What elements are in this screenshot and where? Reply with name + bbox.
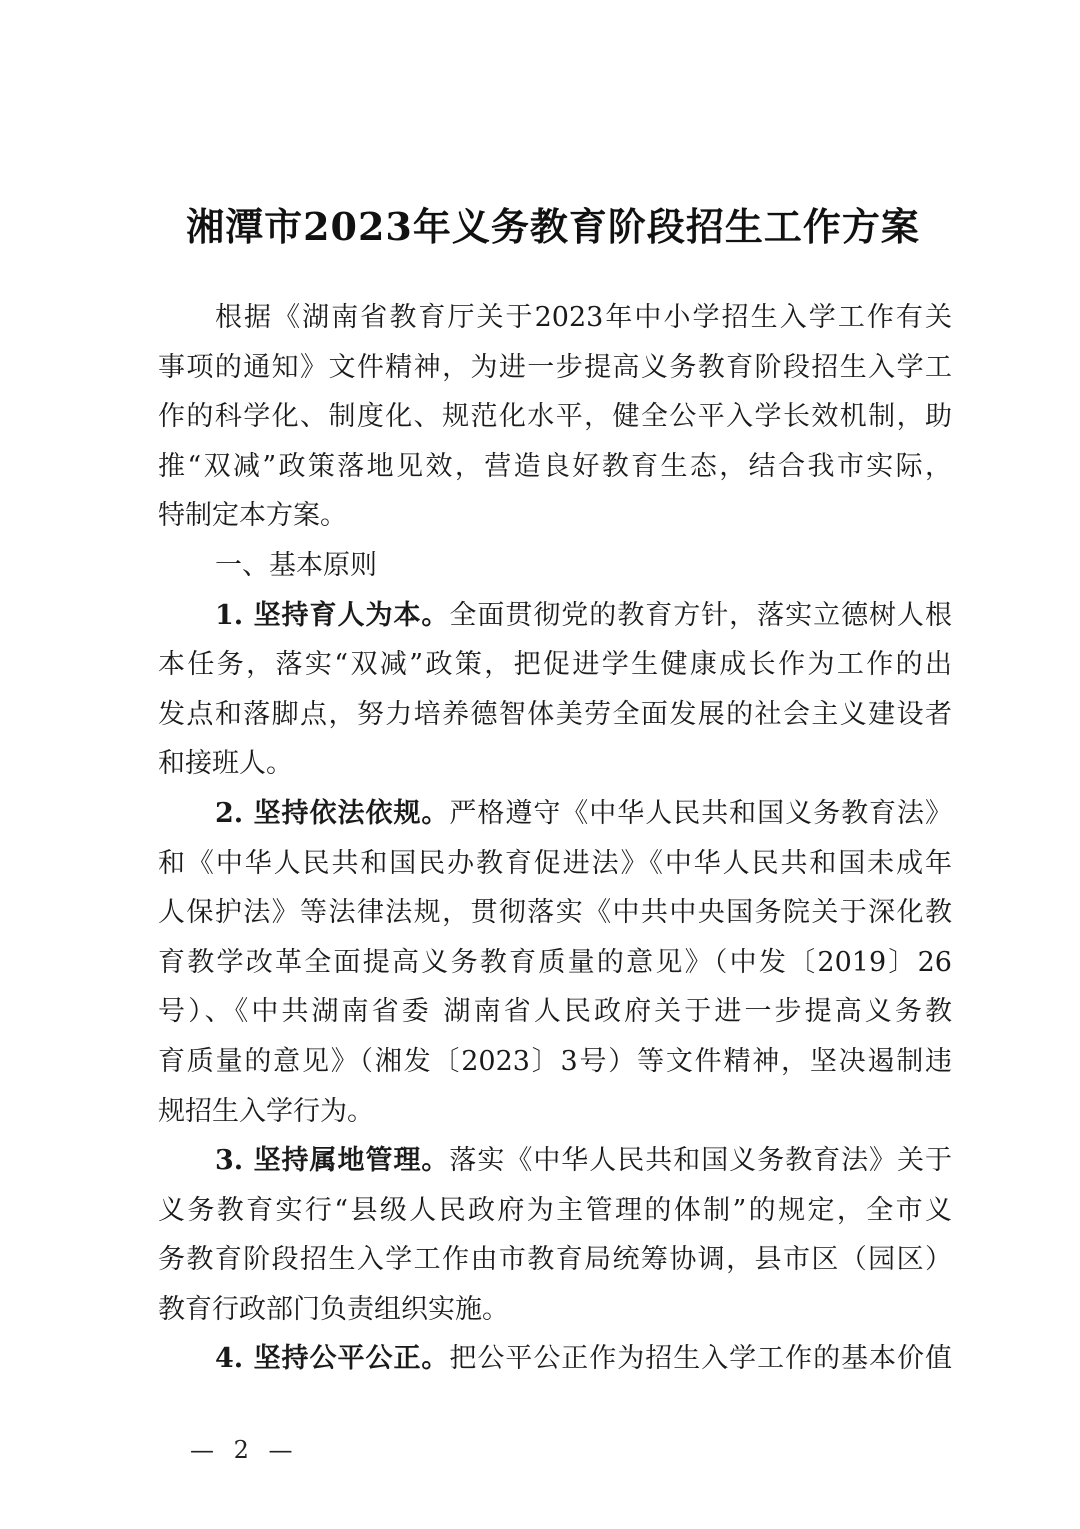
page-number: — 2 — — [190, 1436, 299, 1464]
text-line: 本任务，落实“双减”政策，把促进学生健康成长作为工作的出 — [158, 649, 952, 681]
paragraph — [158, 789, 952, 1136]
text-line: 2. 坚持依法依规。严格遵守《中华人民共和国义务教育法》 — [215, 797, 953, 829]
text-line: 号）、《中共湖南省委 湖南省人民政府关于进一步提高义务教 — [158, 996, 952, 1028]
paragraph — [158, 1136, 952, 1334]
paragraph — [158, 1334, 952, 1384]
text-line: 4. 坚持公平公正。把公平公正作为招生入学工作的基本价值 — [215, 1343, 953, 1375]
text-line: 3. 坚持属地管理。落实《中华人民共和国义务教育法》关于 — [215, 1145, 953, 1177]
text-line: 作的科学化、制度化、规范化水平，健全公平入学长效机制，助 — [158, 401, 952, 433]
text-line: 规招生入学行为。 — [158, 1095, 374, 1127]
text-line: 人保护法》等法律法规，贯彻落实《中共中央国务院关于深化教 — [158, 897, 952, 929]
text-line: 和接班人。 — [158, 748, 293, 780]
principle-lead: 3. 坚持属地管理。 — [215, 1145, 450, 1177]
text-line: 推“双减”政策落地见效，营造良好教育生态，结合我市实际， — [158, 450, 952, 482]
text-line: 根据《湖南省教育厅关于2023年中小学招生入学工作有关 — [215, 302, 952, 333]
principle-lead: 1. 坚持育人为本。 — [215, 599, 450, 631]
document-body — [158, 293, 952, 1384]
paragraph — [158, 293, 952, 541]
text-line: 教育行政部门负责组织实施。 — [158, 1293, 509, 1325]
text-line: 特制定本方案。 — [158, 500, 347, 532]
heading-text: 一、基本原则 — [215, 549, 377, 581]
paragraph — [158, 591, 952, 789]
text-line: 育质量的意见》（湘发〔2023〕3号）等文件精神，坚决遏制违 — [158, 1045, 952, 1077]
text-line: 务教育阶段招生入学工作由市教育局统筹协调，县市区（园区） — [158, 1244, 952, 1276]
text-line: 发点和落脚点，努力培养德智体美劳全面发展的社会主义建设者 — [158, 698, 952, 730]
section-heading — [158, 541, 952, 591]
document-title: 湘潭市2023年义务教育阶段招生工作方案 — [186, 204, 920, 249]
text-line: 育教学改革全面提高义务教育质量的意见》（中发〔2019〕26 — [158, 946, 952, 978]
text-line: 和《中华人民共和国民办教育促进法》《中华人民共和国未成年 — [158, 847, 952, 879]
text-line: 事项的通知》文件精神，为进一步提高义务教育阶段招生入学工 — [158, 351, 952, 383]
principle-lead: 4. 坚持公平公正。 — [215, 1343, 450, 1375]
principle-lead: 2. 坚持依法依规。 — [215, 797, 450, 829]
text-line: 1. 坚持育人为本。全面贯彻党的教育方针，落实立德树人根 — [215, 599, 953, 631]
text-line: 义务教育实行“县级人民政府为主管理的体制”的规定，全市义 — [158, 1194, 952, 1226]
